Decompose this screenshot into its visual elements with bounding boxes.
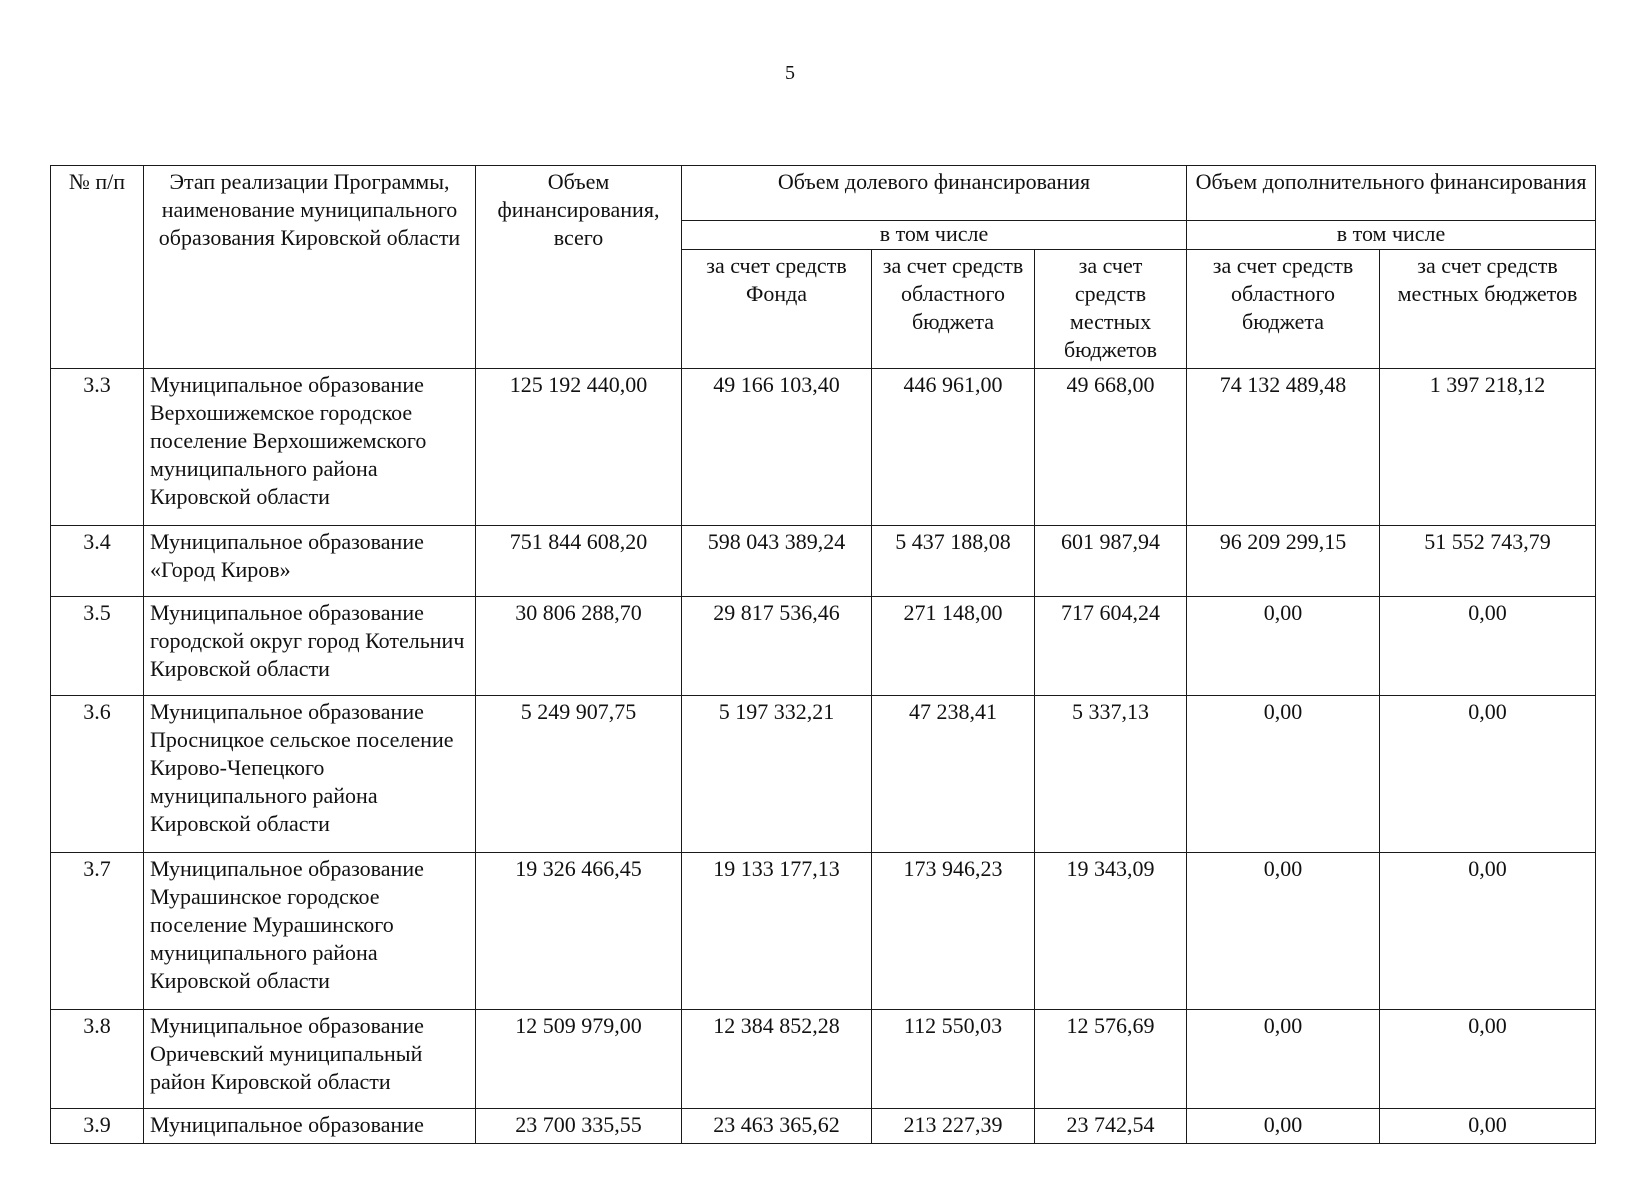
total-value: 19 326 466,45 — [476, 853, 682, 1010]
municipality-name: Муниципальное образование Оричевский муниципальный район Кировской области — [144, 1010, 476, 1109]
fund-value: 598 043 389,24 — [682, 526, 872, 597]
financing-table — [50, 165, 1596, 1144]
table-row — [51, 1109, 1596, 1144]
add-regional-value: 0,00 — [1187, 696, 1380, 853]
header-shared-local: за счет средств местных бюджетов — [1035, 250, 1187, 369]
add-regional-value: 74 132 489,48 — [1187, 369, 1380, 526]
fund-value: 29 817 536,46 — [682, 597, 872, 696]
shared-local-value: 23 742,54 — [1035, 1109, 1187, 1144]
shared-regional-value: 173 946,23 — [872, 853, 1035, 1010]
shared-regional-value: 213 227,39 — [872, 1109, 1035, 1144]
add-local-value: 1 397 218,12 — [1380, 369, 1596, 526]
total-value: 30 806 288,70 — [476, 597, 682, 696]
table-row — [51, 696, 1596, 853]
header-shared-group: Объем долевого финансирования — [682, 166, 1187, 221]
add-local-value: 0,00 — [1380, 853, 1596, 1010]
add-regional-value: 0,00 — [1187, 853, 1380, 1010]
add-local-value: 0,00 — [1380, 597, 1596, 696]
header-fund: за счет средств Фонда — [682, 250, 872, 369]
table-row — [51, 597, 1596, 696]
shared-local-value: 5 337,13 — [1035, 696, 1187, 853]
municipality-name: Муниципальное образование городской округ город Котельнич Кировской области — [144, 597, 476, 696]
add-local-value: 51 552 743,79 — [1380, 526, 1596, 597]
total-value: 125 192 440,00 — [476, 369, 682, 526]
shared-regional-value: 271 148,00 — [872, 597, 1035, 696]
fund-value: 5 197 332,21 — [682, 696, 872, 853]
add-regional-value: 0,00 — [1187, 1010, 1380, 1109]
row-number: 3.3 — [51, 369, 144, 526]
municipality-name: Муниципальное образование Мурашинское городское поселение Мурашинского муниципального района Кировской области — [144, 853, 476, 1010]
header-num: № п/п — [51, 166, 144, 369]
header-stage: Этап реализации Программы, наименование муниципального образования Кировской области — [144, 166, 476, 369]
add-local-value: 0,00 — [1380, 1109, 1596, 1144]
header-total: Объем финансирования, всего — [476, 166, 682, 369]
municipality-name: Муниципальное образование Просницкое сельское поселение Кирово-Чепецкого муниципального района Кировской области — [144, 696, 476, 853]
row-number: 3.9 — [51, 1109, 144, 1144]
table-row — [51, 853, 1596, 1010]
row-number: 3.8 — [51, 1010, 144, 1109]
shared-local-value: 601 987,94 — [1035, 526, 1187, 597]
total-value: 5 249 907,75 — [476, 696, 682, 853]
shared-local-value: 19 343,09 — [1035, 853, 1187, 1010]
table-row — [51, 526, 1596, 597]
row-number: 3.6 — [51, 696, 144, 853]
table-row — [51, 369, 1596, 526]
fund-value: 23 463 365,62 — [682, 1109, 872, 1144]
header-additional-group: Объем дополнительного финансирования — [1187, 166, 1596, 221]
shared-local-value: 12 576,69 — [1035, 1010, 1187, 1109]
total-value: 12 509 979,00 — [476, 1010, 682, 1109]
fund-value: 49 166 103,40 — [682, 369, 872, 526]
row-number: 3.5 — [51, 597, 144, 696]
page-number: 5 — [785, 62, 795, 84]
add-regional-value: 0,00 — [1187, 1109, 1380, 1144]
row-number: 3.7 — [51, 853, 144, 1010]
municipality-name: Муниципальное образование Верхошижемское городское поселение Верхошижемского муниципального района Кировской области — [144, 369, 476, 526]
header-shared-regional: за счет средств областного бюджета — [872, 250, 1035, 369]
add-local-value: 0,00 — [1380, 1010, 1596, 1109]
header-add-local: за счет средств местных бюджетов — [1380, 250, 1596, 369]
shared-regional-value: 47 238,41 — [872, 696, 1035, 853]
fund-value: 12 384 852,28 — [682, 1010, 872, 1109]
header-additional-incl: в том числе — [1187, 221, 1596, 250]
shared-regional-value: 112 550,03 — [872, 1010, 1035, 1109]
fund-value: 19 133 177,13 — [682, 853, 872, 1010]
header-add-regional: за счет средств областного бюджета — [1187, 250, 1380, 369]
add-regional-value: 0,00 — [1187, 597, 1380, 696]
add-regional-value: 96 209 299,15 — [1187, 526, 1380, 597]
row-number: 3.4 — [51, 526, 144, 597]
shared-regional-value: 5 437 188,08 — [872, 526, 1035, 597]
municipality-name: Муниципальное образование «Город Киров» — [144, 526, 476, 597]
shared-local-value: 49 668,00 — [1035, 369, 1187, 526]
municipality-name: Муниципальное образование — [144, 1109, 476, 1144]
table-row — [51, 1010, 1596, 1109]
shared-local-value: 717 604,24 — [1035, 597, 1187, 696]
add-local-value: 0,00 — [1380, 696, 1596, 853]
header-shared-incl: в том числе — [682, 221, 1187, 250]
shared-regional-value: 446 961,00 — [872, 369, 1035, 526]
total-value: 751 844 608,20 — [476, 526, 682, 597]
total-value: 23 700 335,55 — [476, 1109, 682, 1144]
